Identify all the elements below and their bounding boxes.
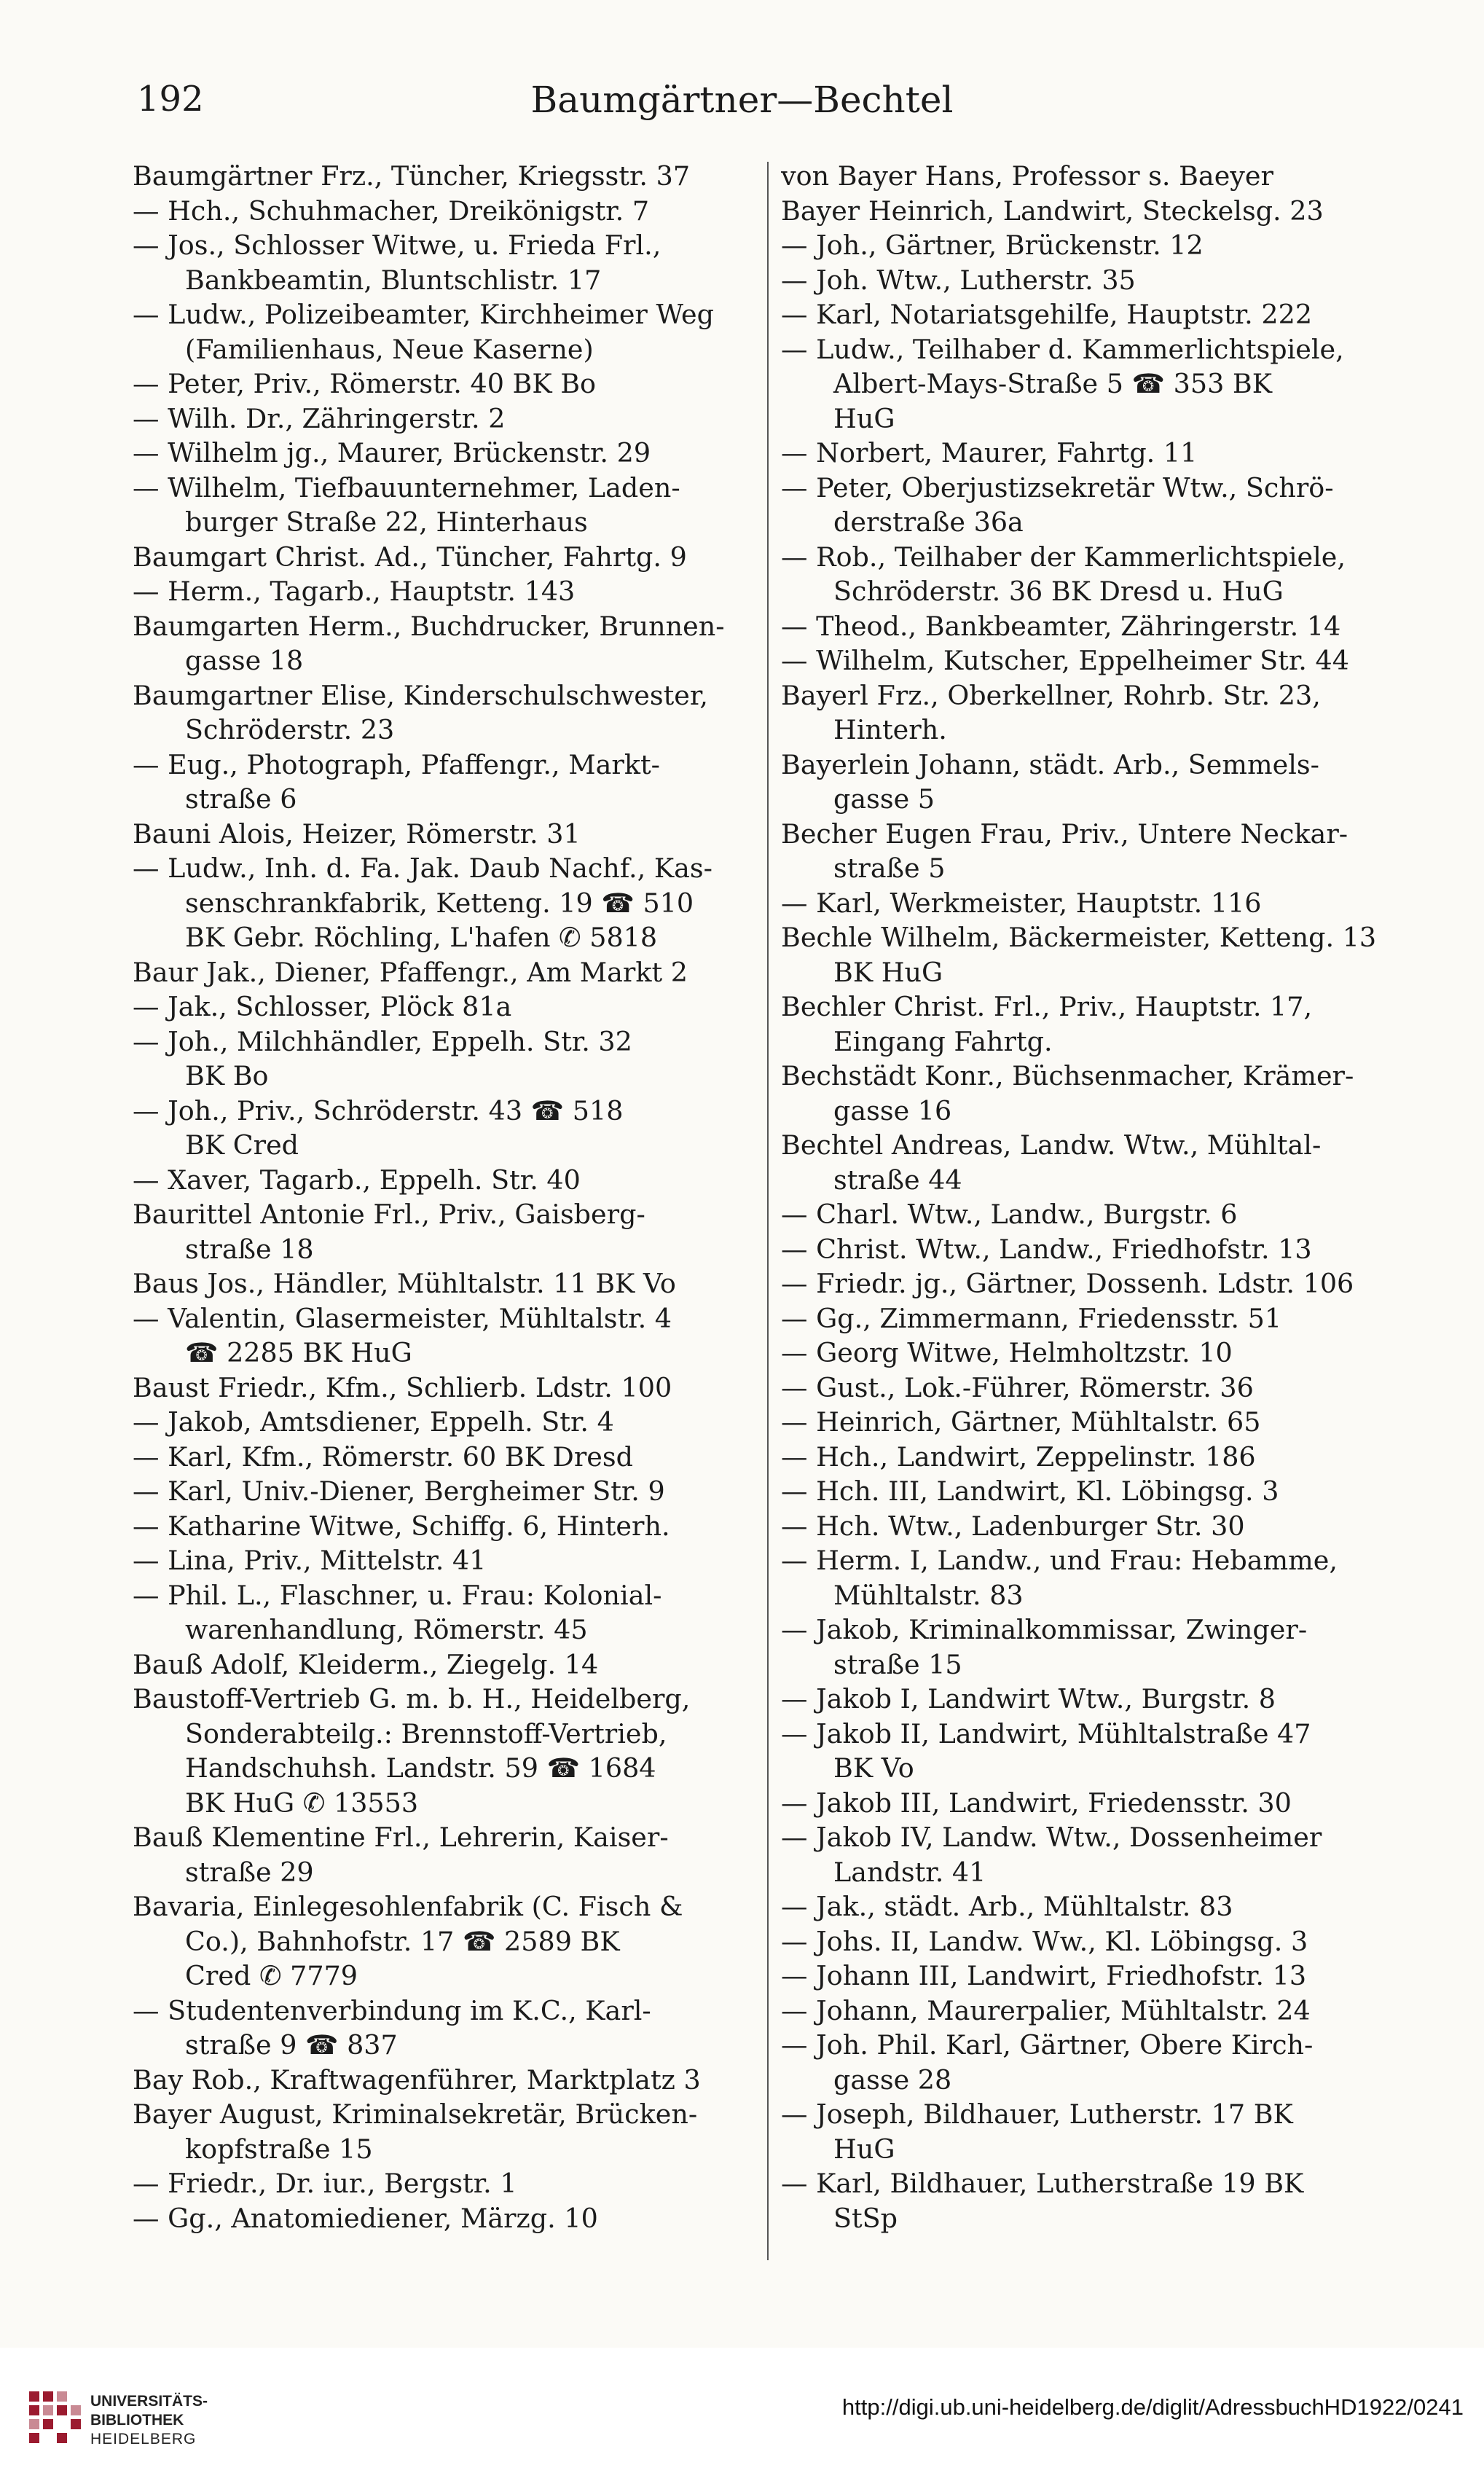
entry-line: — Lina, Priv., Mittelstr. 41 bbox=[133, 1545, 487, 1576]
entry-line: — Friedr., Dr. iur., Bergstr. 1 bbox=[133, 2168, 517, 2199]
entry-line: — Johann III, Landwirt, Friedhofstr. 13 bbox=[781, 1960, 1307, 1991]
library-name-line: UNIVERSITÄTS- bbox=[90, 2393, 208, 2410]
entry-line: — Heinrich, Gärtner, Mühltalstr. 65 bbox=[781, 1406, 1261, 1438]
entry-line: — Wilhelm, Tiefbauunternehmer, Laden- bbox=[133, 471, 680, 503]
directory-entry bbox=[133, 989, 759, 1024]
directory-entry bbox=[133, 1543, 759, 1578]
entry-line: Baustoff-Vertrieb G. m. b. H., Heidelberg, bbox=[133, 1683, 691, 1714]
entry-continuation-line: BK HuG ✆ 13553 bbox=[185, 1787, 419, 1819]
entry-line: — Studentenverbindung im K.C., Karl- bbox=[133, 1994, 651, 2026]
directory-entry bbox=[781, 1612, 1408, 1682]
directory-entry bbox=[781, 817, 1408, 886]
entry-line: — Karl, Kfm., Römerstr. 60 BK Dresd bbox=[133, 1441, 633, 1473]
directory-entry bbox=[133, 748, 759, 817]
entry-continuation-line: Schröderstr. 23 bbox=[185, 714, 395, 745]
directory-entry bbox=[133, 297, 759, 367]
directory-entry bbox=[781, 2097, 1408, 2166]
entry-line: — Karl, Univ.-Diener, Bergheimer Str. 9 bbox=[133, 1475, 665, 1507]
entry-line: — Karl, Notariatsgehilfe, Hauptstr. 222 bbox=[781, 299, 1313, 330]
directory-entry bbox=[781, 1336, 1408, 1371]
directory-entry bbox=[781, 1197, 1408, 1232]
entry-line: Baust Friedr., Kfm., Schlierb. Ldstr. 100 bbox=[133, 1371, 672, 1403]
directory-entry bbox=[781, 2166, 1408, 2235]
entry-continuation-line: straße 5 bbox=[833, 853, 946, 884]
entry-line: — Wilhelm, Kutscher, Eppelheimer Str. 44 bbox=[781, 645, 1349, 676]
entry-line: — Ludw., Teilhaber d. Kammerlichtspiele, bbox=[781, 333, 1344, 365]
entry-line: — Jakob, Kriminalkommissar, Zwinger- bbox=[781, 1614, 1308, 1645]
directory-entry bbox=[781, 159, 1408, 194]
directory-entry bbox=[781, 1301, 1408, 1336]
entry-line: — Jakob I, Landwirt Wtw., Burgstr. 8 bbox=[781, 1683, 1276, 1714]
entry-continuation-line: Eingang Fahrtg. bbox=[833, 1025, 1053, 1057]
directory-entry bbox=[781, 920, 1408, 989]
entry-line: — Rob., Teilhaber der Kammerlichtspiele, bbox=[781, 541, 1346, 573]
entry-line: — Valentin, Glasermeister, Mühltalstr. 4 bbox=[133, 1302, 672, 1334]
entry-line: — Ludw., Inh. d. Fa. Jak. Daub Nachf., Kas- bbox=[133, 853, 712, 884]
entry-line: — Ludw., Polizeibeamter, Kirchheimer Weg bbox=[133, 299, 714, 330]
directory-entry bbox=[781, 1266, 1408, 1301]
entry-continuation-line: warenhandlung, Römerstr. 45 bbox=[185, 1614, 588, 1645]
directory-entry bbox=[133, 1509, 759, 1544]
entry-continuation-line: Bankbeamtin, Bluntschlistr. 17 bbox=[185, 264, 602, 296]
entry-line: — Theod., Bankbeamter, Zähringerstr. 14 bbox=[781, 610, 1341, 642]
entry-line: Baur Jak., Diener, Pfaffengr., Am Markt 2 bbox=[133, 956, 688, 988]
entry-line: Baurittel Antonie Frl., Priv., Gaisberg- bbox=[133, 1199, 645, 1230]
entry-continuation-line: gasse 18 bbox=[185, 645, 304, 676]
directory-entry bbox=[133, 574, 759, 609]
entry-line: — Hch., Schuhmacher, Dreikönigstr. 7 bbox=[133, 195, 650, 227]
entry-continuation-line: Hinterh. bbox=[833, 714, 947, 745]
directory-entry bbox=[133, 1301, 759, 1371]
entry-line: Bayer Heinrich, Landwirt, Steckelsg. 23 bbox=[781, 195, 1324, 227]
entry-line: — Karl, Bildhauer, Lutherstraße 19 BK bbox=[781, 2168, 1304, 2199]
entry-line: Bayer August, Kriminalsekretär, Brücken- bbox=[133, 2098, 698, 2130]
column-divider bbox=[767, 162, 769, 2260]
directory-entry bbox=[781, 1371, 1408, 1406]
entry-line: — Jos., Schlosser Witwe, u. Frieda Frl., bbox=[133, 230, 661, 261]
directory-entry bbox=[781, 540, 1408, 609]
entry-continuation-line: straße 6 bbox=[185, 783, 297, 815]
entry-line: — Joh., Gärtner, Brückenstr. 12 bbox=[781, 230, 1204, 261]
entry-continuation-line: straße 15 bbox=[833, 1648, 962, 1680]
entry-line: — Joh., Milchhändler, Eppelh. Str. 32 bbox=[133, 1025, 632, 1057]
directory-entry bbox=[781, 332, 1408, 436]
directory-entry bbox=[133, 436, 759, 471]
entry-line: — Xaver, Tagarb., Eppelh. Str. 40 bbox=[133, 1164, 581, 1196]
directory-entry bbox=[133, 1197, 759, 1266]
directory-entry bbox=[133, 401, 759, 436]
entry-line: Bay Rob., Kraftwagenführer, Marktplatz 3 bbox=[133, 2063, 701, 2096]
directory-entry bbox=[133, 2166, 759, 2201]
entry-line: Bauß Klementine Frl., Lehrerin, Kaiser- bbox=[133, 1822, 669, 1853]
left-column bbox=[133, 159, 759, 2235]
directory-entry bbox=[133, 471, 759, 540]
directory-entry bbox=[133, 1266, 759, 1301]
directory-entry bbox=[781, 1889, 1408, 1924]
directory-entry bbox=[781, 1543, 1408, 1612]
entry-line: — Gg., Zimmermann, Friedensstr. 51 bbox=[781, 1302, 1282, 1334]
directory-entry bbox=[133, 1889, 759, 1994]
directory-entry bbox=[133, 851, 759, 955]
entry-continuation-line: derstraße 36a bbox=[833, 506, 1024, 538]
directory-entry bbox=[781, 1128, 1408, 1197]
entry-line: Baumgartner Elise, Kinderschulschwester, bbox=[133, 679, 708, 711]
entry-continuation-line: Schröderstr. 36 BK Dresd u. HuG bbox=[833, 576, 1284, 607]
entry-continuation-line: HuG bbox=[833, 2133, 895, 2165]
directory-entry bbox=[781, 1820, 1408, 1889]
entry-continuation-line: gasse 28 bbox=[833, 2063, 952, 2096]
entry-line: Baumgart Christ. Ad., Tüncher, Fahrtg. 9 bbox=[133, 541, 687, 573]
entry-line: — Peter, Oberjustizsekretär Wtw., Schrö- bbox=[781, 471, 1334, 503]
entry-line: — Charl. Wtw., Landw., Burgstr. 6 bbox=[781, 1199, 1238, 1230]
page-number: 192 bbox=[137, 79, 204, 119]
entry-line: — Hch., Landwirt, Zeppelinstr. 186 bbox=[781, 1441, 1256, 1473]
directory-entry bbox=[133, 1024, 759, 1094]
directory-entry bbox=[133, 1405, 759, 1440]
entry-line: — Eug., Photograph, Pfaffengr., Markt- bbox=[133, 748, 660, 780]
entry-line: — Jak., Schlosser, Plöck 81a bbox=[133, 991, 512, 1022]
entry-line: Bayerlein Johann, städt. Arb., Semmels- bbox=[781, 748, 1319, 780]
directory-entry bbox=[781, 297, 1408, 332]
entry-continuation-line: Sonderabteilg.: Brennstoff-Vertrieb, bbox=[185, 1717, 667, 1749]
library-name-line: BIBLIOTHEK bbox=[90, 2412, 184, 2429]
directory-entry bbox=[781, 2028, 1408, 2097]
entry-line: — Jakob III, Landwirt, Friedensstr. 30 bbox=[781, 1787, 1292, 1819]
source-url-link[interactable]: http://digi.ub.uni-heidelberg.de/diglit/AdressbuchHD1922/0241 bbox=[841, 2394, 1464, 2420]
directory-entry bbox=[133, 1094, 759, 1163]
entry-continuation-line: Landstr. 41 bbox=[833, 1856, 986, 1888]
directory-entry bbox=[781, 228, 1408, 263]
directory-entry bbox=[133, 1994, 759, 2063]
directory-entry bbox=[133, 1474, 759, 1509]
directory-entry bbox=[781, 1959, 1408, 1994]
entry-line: — Joh. Phil. Karl, Gärtner, Obere Kirch- bbox=[781, 2029, 1314, 2061]
directory-entry bbox=[781, 1232, 1408, 1267]
entry-continuation-line: straße 9 ☎ 837 bbox=[185, 2029, 398, 2061]
entry-line: — Norbert, Maurer, Fahrtg. 11 bbox=[781, 437, 1198, 469]
entry-line: — Christ. Wtw., Landw., Friedhofstr. 13 bbox=[781, 1233, 1312, 1265]
entry-line: — Hch. III, Landwirt, Kl. Löbingsg. 3 bbox=[781, 1475, 1279, 1507]
right-column bbox=[781, 159, 1408, 2235]
entry-line: Bechle Wilhelm, Bäckermeister, Ketteng. 13 bbox=[781, 922, 1377, 953]
entry-continuation-line: gasse 5 bbox=[833, 783, 935, 815]
directory-entry bbox=[133, 2201, 759, 2236]
entry-line: — Joh., Priv., Schröderstr. 43 ☎ 518 bbox=[133, 1094, 624, 1126]
directory-entry bbox=[781, 1059, 1408, 1128]
entry-line: — Herm. I, Landw., und Frau: Hebamme, bbox=[781, 1545, 1338, 1576]
entry-line: Becher Eugen Frau, Priv., Untere Neckar- bbox=[781, 818, 1348, 850]
directory-entry bbox=[781, 643, 1408, 678]
entry-continuation-line: Co.), Bahnhofstr. 17 ☎ 2589 BK bbox=[185, 1925, 620, 1957]
entry-line: — Georg Witwe, Helmholtzstr. 10 bbox=[781, 1337, 1233, 1368]
entry-continuation-line: burger Straße 22, Hinterhaus bbox=[185, 506, 588, 538]
directory-entry bbox=[781, 678, 1408, 748]
directory-entry bbox=[781, 471, 1408, 540]
entry-continuation-line: senschrankfabrik, Ketteng. 19 ☎ 510 bbox=[185, 887, 694, 919]
directory-entry bbox=[781, 1717, 1408, 1786]
entry-line: Bauni Alois, Heizer, Römerstr. 31 bbox=[133, 818, 581, 850]
entry-line: — Karl, Werkmeister, Hauptstr. 116 bbox=[781, 887, 1262, 919]
library-name bbox=[90, 2392, 208, 2449]
directory-entry bbox=[133, 1440, 759, 1475]
entry-line: — Jakob, Amtsdiener, Eppelh. Str. 4 bbox=[133, 1406, 614, 1438]
directory-entry bbox=[133, 609, 759, 678]
entry-continuation-line: BK HuG bbox=[833, 956, 943, 988]
entry-line: Bayerl Frz., Oberkellner, Rohrb. Str. 23, bbox=[781, 679, 1321, 711]
directory-entry bbox=[781, 263, 1408, 298]
entry-line: Baumgärtner Frz., Tüncher, Kriegsstr. 37 bbox=[133, 160, 691, 192]
directory-entry bbox=[133, 1578, 759, 1647]
entry-line: — Friedr. jg., Gärtner, Dossenh. Ldstr. 106 bbox=[781, 1268, 1354, 1299]
entry-line: Bechstädt Konr., Büchsenmacher, Krämer- bbox=[781, 1060, 1354, 1091]
directory-entry bbox=[133, 540, 759, 575]
entry-line: Baus Jos., Händler, Mühltalstr. 11 BK Vo bbox=[133, 1268, 676, 1299]
entry-line: — Joseph, Bildhauer, Lutherstr. 17 BK bbox=[781, 2098, 1293, 2130]
directory-entry bbox=[781, 609, 1408, 644]
directory-entry bbox=[133, 1682, 759, 1820]
directory-entry bbox=[133, 1647, 759, 1682]
entry-continuation-line: BK Vo bbox=[833, 1752, 914, 1784]
directory-entry bbox=[781, 1924, 1408, 1959]
directory-entry bbox=[781, 748, 1408, 817]
entry-line: — Gg., Anatomiediener, Märzg. 10 bbox=[133, 2202, 598, 2234]
directory-entry bbox=[133, 955, 759, 990]
directory-entry bbox=[781, 1994, 1408, 2029]
directory-entry bbox=[781, 194, 1408, 229]
entry-line: — Wilhelm jg., Maurer, Brückenstr. 29 bbox=[133, 437, 651, 469]
directory-entry bbox=[781, 1474, 1408, 1509]
entry-continuation-line: StSp bbox=[833, 2202, 898, 2234]
entry-line: — Hch. Wtw., Ladenburger Str. 30 bbox=[781, 1510, 1245, 1542]
entry-continuation-line: Albert-Mays-Straße 5 ☎ 353 BK bbox=[833, 368, 1272, 399]
directory-entry bbox=[781, 1509, 1408, 1544]
entry-line: — Wilh. Dr., Zähringerstr. 2 bbox=[133, 402, 506, 434]
running-head: Baumgärtner—Bechtel bbox=[530, 79, 954, 121]
entry-line: — Johs. II, Landw. Ww., Kl. Löbingsg. 3 bbox=[781, 1925, 1308, 1957]
entry-line: — Jakob II, Landwirt, Mühltalstraße 47 bbox=[781, 1717, 1311, 1749]
entry-continuation-line: straße 29 bbox=[185, 1856, 314, 1888]
entry-line: Bavaria, Einlegesohlenfabrik (C. Fisch & bbox=[133, 1891, 683, 1922]
entry-continuation-line: BK Cred bbox=[185, 1129, 299, 1161]
directory-entry bbox=[781, 436, 1408, 471]
directory-entry bbox=[133, 678, 759, 748]
entry-continuation-line: ☎ 2285 BK HuG bbox=[185, 1337, 412, 1368]
directory-entry bbox=[133, 194, 759, 229]
entry-line: — Jak., städt. Arb., Mühltalstr. 83 bbox=[781, 1891, 1233, 1922]
entry-continuation-line: BK Bo bbox=[185, 1060, 269, 1091]
entry-continuation-line: Cred ✆ 7779 bbox=[185, 1960, 358, 1991]
entry-continuation-line: gasse 16 bbox=[833, 1094, 952, 1126]
directory-entry bbox=[133, 367, 759, 401]
entry-line: von Bayer Hans, Professor s. Baeyer bbox=[781, 160, 1273, 192]
entry-line: Bechtel Andreas, Landw. Wtw., Mühltal- bbox=[781, 1129, 1322, 1161]
entry-line: — Peter, Priv., Römerstr. 40 BK Bo bbox=[133, 368, 597, 399]
directory-entry bbox=[133, 228, 759, 297]
directory-entry bbox=[133, 159, 759, 194]
entry-line: — Herm., Tagarb., Hauptstr. 143 bbox=[133, 576, 576, 607]
entry-continuation-line: straße 18 bbox=[185, 1233, 314, 1265]
directory-entry bbox=[781, 1786, 1408, 1821]
entry-line: — Johann, Maurerpalier, Mühltalstr. 24 bbox=[781, 1994, 1311, 2026]
directory-entry bbox=[133, 1371, 759, 1406]
directory-entry bbox=[781, 1682, 1408, 1717]
library-name-line: HEIDELBERG bbox=[90, 2431, 197, 2447]
entry-line: — Joh. Wtw., Lutherstr. 35 bbox=[781, 264, 1136, 296]
entry-line: — Katharine Witwe, Schiffg. 6, Hinterh. bbox=[133, 1510, 670, 1542]
entry-line: — Phil. L., Flaschner, u. Frau: Kolonial- bbox=[133, 1579, 662, 1611]
directory-entry bbox=[133, 817, 759, 852]
entry-continuation-line: Mühltalstr. 83 bbox=[833, 1579, 1024, 1611]
directory-entry bbox=[781, 1440, 1408, 1475]
entry-line: — Jakob IV, Landw. Wtw., Dossenheimer bbox=[781, 1822, 1322, 1853]
university-library-logo-icon bbox=[29, 2391, 82, 2444]
entry-continuation-line: Handschuhsh. Landstr. 59 ☎ 1684 bbox=[185, 1752, 656, 1784]
entry-continuation-line: HuG bbox=[833, 402, 895, 434]
directory-entry bbox=[781, 886, 1408, 921]
directory-entry bbox=[133, 1820, 759, 1889]
directory-entry bbox=[781, 989, 1408, 1059]
entry-line: Bauß Adolf, Kleiderm., Ziegelg. 14 bbox=[133, 1648, 599, 1680]
entry-continuation-line: BK Gebr. Röchling, L'hafen ✆ 5818 bbox=[185, 922, 658, 953]
entry-line: Bechler Christ. Frl., Priv., Hauptstr. 17, bbox=[781, 991, 1313, 1022]
entry-line: — Gust., Lok.-Führer, Römerstr. 36 bbox=[781, 1371, 1254, 1403]
directory-entry bbox=[133, 1163, 759, 1198]
entry-continuation-line: straße 44 bbox=[833, 1164, 962, 1196]
entry-continuation-line: (Familienhaus, Neue Kaserne) bbox=[185, 333, 594, 365]
directory-entry bbox=[133, 2097, 759, 2166]
entry-line: Baumgarten Herm., Buchdrucker, Brunnen- bbox=[133, 610, 725, 642]
directory-entry bbox=[133, 2063, 759, 2098]
directory-entry bbox=[781, 1405, 1408, 1440]
entry-continuation-line: kopfstraße 15 bbox=[185, 2133, 373, 2165]
